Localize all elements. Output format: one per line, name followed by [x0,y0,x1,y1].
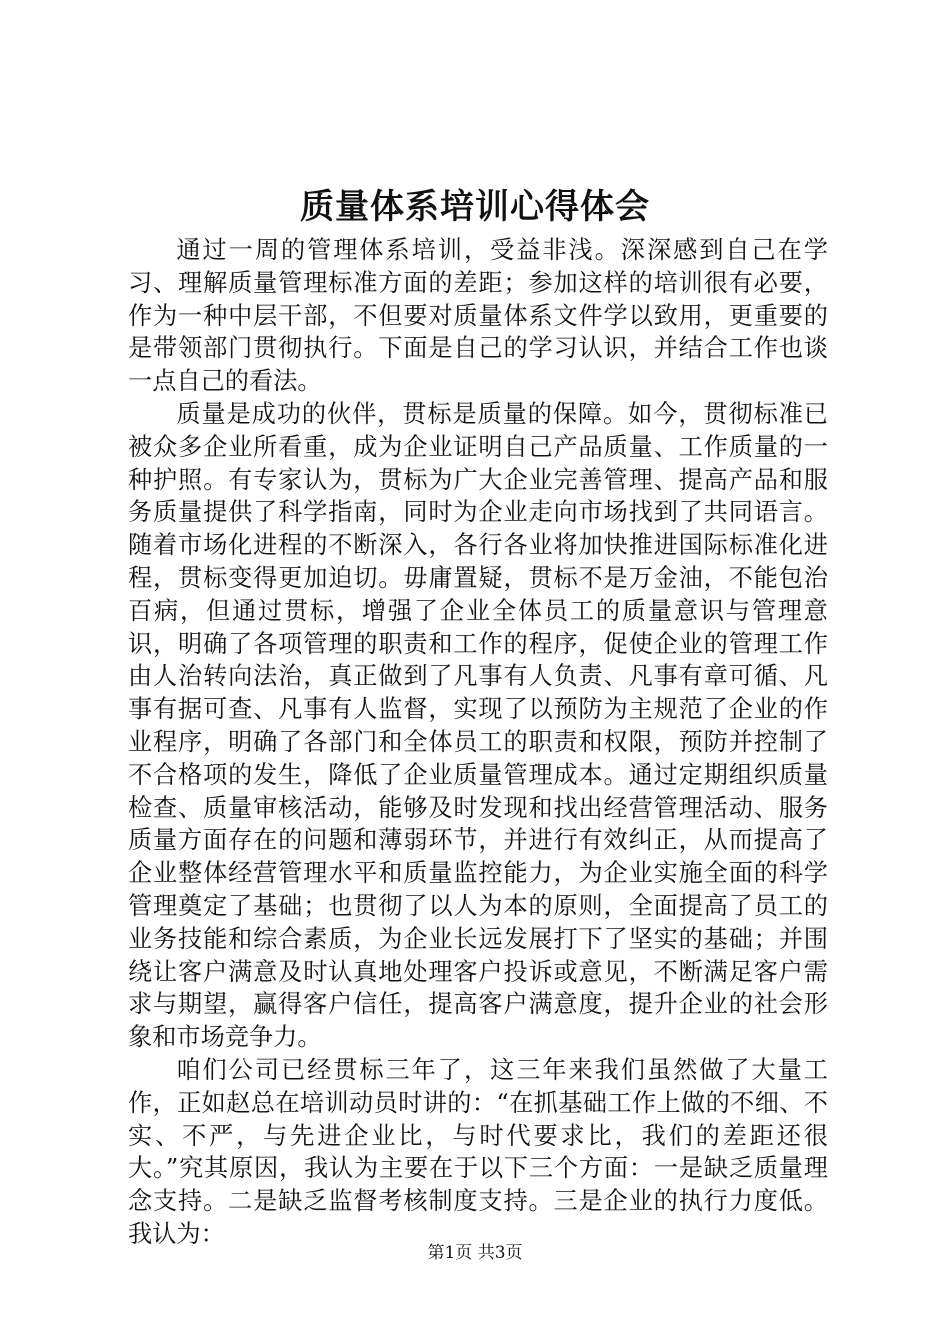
paragraph-quality-standards: 质量是成功的伙伴，贯标是质量的保障。如今，贯彻标准已被众多企业所看重，成为企业证明自己产品质量、工作质量的一种护照。有专家认为，贯标为广大企业完善管理、提高产品和服务质量提供了科学指南，同时为企业走向市场找到了共同语言。随着市场化进程的不断深入，各行各业将加快推进国际标准化进程，贯标变得更加迫切。毋庸置疑，贯标不是万金油，不能包治百病，但通过贯标，增强了企业全体员工的质量意识与管理意识，明确了各项管理的职责和工作的程序，促使企业的管理工作由人治转向法治，真正做到了凡事有人负责、凡事有章可循、凡事有据可查、凡事有人监督，实现了以预防为主规范了企业的作业程序，明确了各部门和全体员工的职责和权限，预防并控制了不合格项的发生，降低了企业质量管理成本。通过定期组织质量检查、质量审核活动，能够及时发现和找出经营管理活动、服务质量方面存在的问题和薄弱环节，并进行有效纠正，从而提高了企业整体经营管理水平和质量监控能力，为企业实施全面的科学管理奠定了基础；也贯彻了以人为本的原则，全面提高了员工的业务技能和综合素质，为企业长远发展打下了坚实的基础；并围绕让客户满意及时认真地处理客户投诉或意见，不断满足客户需求与期望，赢得客户信任，提高客户满意度，提升企业的社会形象和市场竞争力。 [128,399,828,1052]
page-footer: 第1页 共3页 [427,1243,523,1263]
document-body [128,234,828,1251]
paragraph-company-status: 咱们公司已经贯标三年了，这三年来我们虽然做了大量工作，正如赵总在培训动员时讲的：“在抓基础工作上做的不细、不实、不严，与先进企业比，与时代要求比，我们的差距还很大。”究其原因，我认为主要在于以下三个方面：一是缺乏质量理念支持。二是缺乏监督考核制度支持。三是企业的执行力度低。我认为： [128,1055,828,1248]
paragraph-intro: 通过一周的管理体系培训，受益非浅。深深感到自己在学习、理解质量管理标准方面的差距；参加这样的培训很有必要，作为一种中层干部，不但要对质量体系文件学以致用，更重要的是带领部门贯彻执行。下面是自己的学习认识，并结合工作也谈一点自己的看法。 [128,236,828,396]
document-title: 质量体系培训心得体会 [300,187,650,227]
